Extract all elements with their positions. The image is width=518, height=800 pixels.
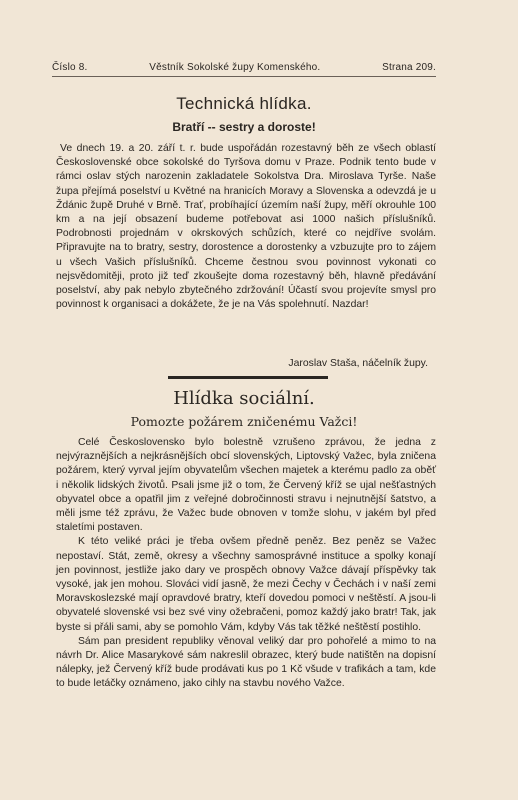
signature: Jaroslav Staša, náčelník župy.: [288, 358, 428, 369]
section-divider: [168, 376, 328, 379]
running-header: [52, 62, 436, 73]
section-title-social: Hlídka sociální.: [173, 388, 315, 409]
social-paragraph: K této veliké práci je třeba ovšem předně peněz. Bez peněz se Važec nepostaví. Stát, země, okresy a všechny samosprávné instituce a spolky konají jen povinnost, jestliže jako dary ve prospěch obnovy Važce dávají příspěvky tak vysoké, jak jen mohou. Slováci vidí jasně, že mezi Čechy v Čechách i v naší zemi Moravskoslezské mají opravdové bratry, kteří dovedou pomoci v neštěstí. A jsou-li obyvatelé slovenské vsi bez své viny ožebračeni, pomoz každý jako bratr! Tak, jak byste si přáli sami, aby se pomohlo Vám, kdyby Vás tak těžké neštěstí postihlo.: [56, 536, 436, 633]
header-rule: [52, 76, 436, 77]
section-title-technical: Technická hlídka.: [176, 94, 312, 113]
social-paragraph: Celé Československo bylo bolestně vzrušeno zprávou, že jedna z nejvýraznějších a nejkrásnějších obcí slovenských, Liptovský Važec, byla zničena požárem, který vyrval jejím obyvatelům všechen majetek a kterému padlo za oběť i několik lidských životů. Psali jsme již o tom, že Červený kříž se ujal nešťastných obyvatel obce a opatřil jim z veřejné dobročinnosti stravu i nejnutnější šatstvo, a měli jsme též zprávu, že Važec bude obnoven v tomže slohu, v jakém byl před staletími postaven.: [56, 437, 436, 534]
section-subtitle-technical: Bratří -- sestry a doroste!: [172, 120, 316, 134]
technical-paragraph: Ve dnech 19. a 20. září t. r. bude uspořádán rozestavný běh ze všech oblastí Československé obce sokolské do Tyršova domu v Praze. Podnik tento bude v rámci oslav stých narozenin zakladatele Sokolstva Dra. Miroslava Tyrše. Naše župa přejímá poselství u Květné na hranicích Moravy a Slovenska a odevzdá je u Ždánic župě Druhé v Brně. Trať, probíhající územím naší župy, měří okrouhle 100 km a na její obsazení budeme potřebovat asi 1000 našich příslušníků. Podrobnosti projednám v okrskových schůzích, které co nejdříve svolám. Připravujte na to bratry, sestry, dorostence a dorostenky a vzbuzujte pro to zájem u všech Vašich příslušníků. Chceme čestnou svou povinnost vykonati co nejsvědomitěji, proto již teď zkoušejte doma rozestavný běh, hlavně předávání poselství, aby pak nebylo zbytečného zdržování! Účastí svou projevíte smysl pro povinnost k organisaci a dokážete, že je na Vás spolehnutí. Nazdar!: [56, 143, 436, 311]
journal-title: Věstník Sokolské župy Komenského.: [149, 62, 321, 73]
social-body: [56, 436, 436, 692]
social-paragraph: Sám pan president republiky věnoval veliký dar pro pohořelé a mimo to na návrh Dr. Alice Masarykové sám nakreslil obrazec, který bude natištěn na dopisní nálepky, jež Červený kříž bude prodávati kus po 1 Kč všude v trafikách a tam, kde to bude letáčky oznámeno, jako cihly na stavbu nového Važce.: [56, 635, 436, 690]
issue-number: Číslo 8.: [52, 62, 88, 73]
section-subtitle-social: Pomozte požárem zničenému Važci!: [130, 414, 358, 429]
page-number: Strana 209.: [382, 62, 436, 73]
